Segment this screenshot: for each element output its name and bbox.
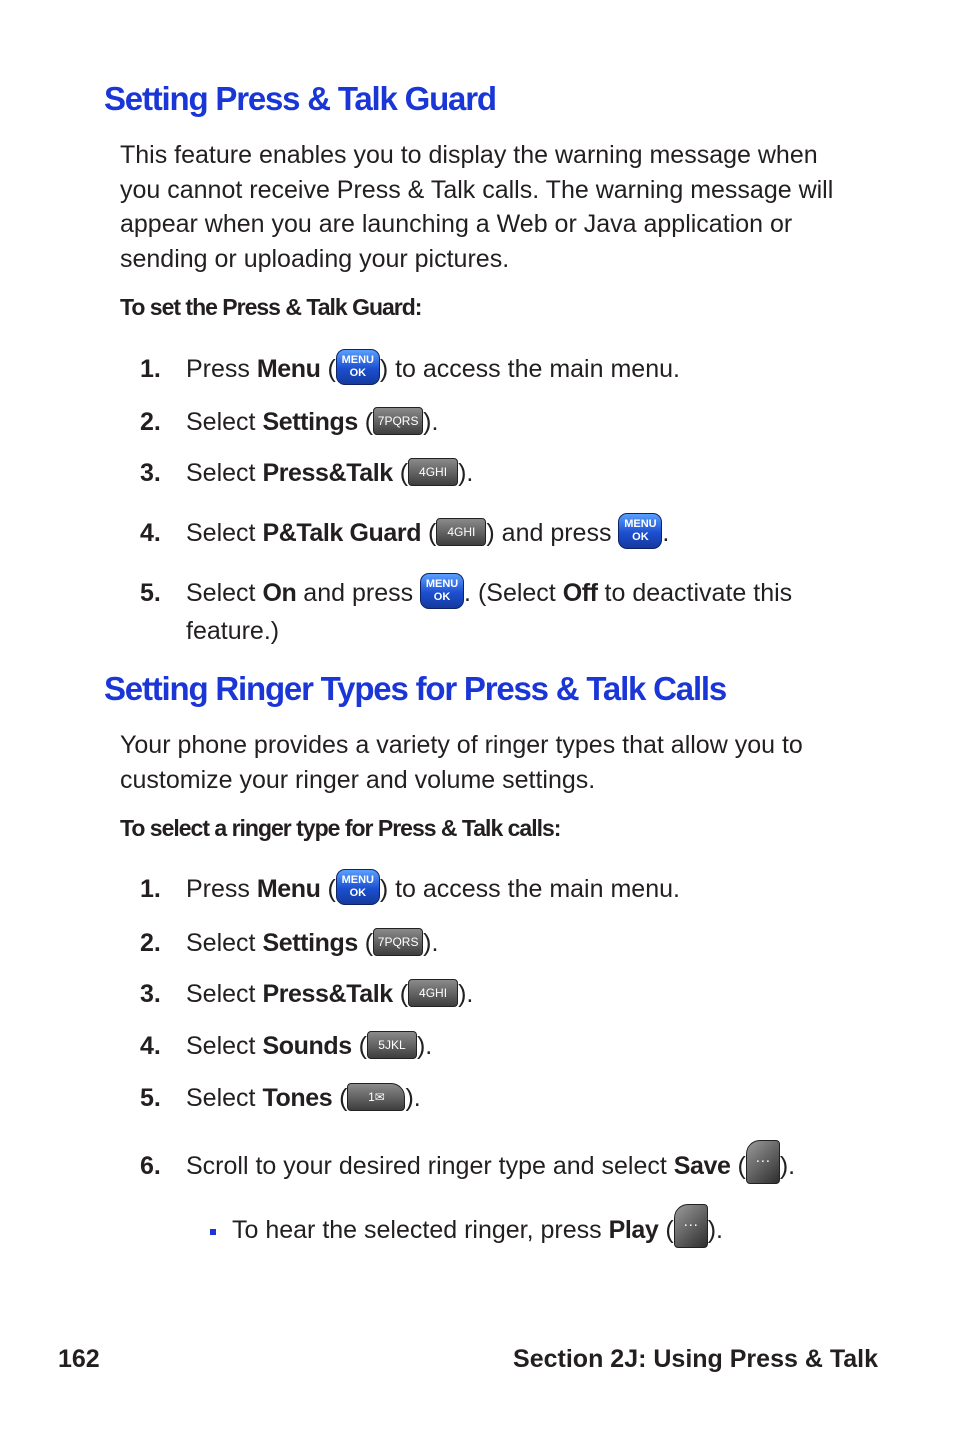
step-number: 3. — [140, 980, 161, 1008]
step-text: Select Press&Talk ( 4GHI ). — [186, 459, 474, 487]
section-paragraph: Your phone provides a variety of ringer types that allow you to customize your ringer and volume settings. — [120, 731, 803, 794]
step-text: Press Menu ( MENU OK ) to access the main menu. — [186, 350, 866, 388]
key-4-icon: 4GHI — [408, 979, 458, 1007]
key-7-icon: 7PQRS — [373, 407, 423, 435]
step-text: Select Settings ( 7PQRS ). — [186, 929, 439, 957]
section-paragraph: This feature enables you to display the warning message when you cannot receive Press & Talk calls. The warning message will appear when you are launching a Web or Java application or sending or uploading your pictures. — [120, 141, 834, 274]
step-number: 1. — [140, 355, 161, 383]
key-5-icon: 5JKL — [367, 1031, 417, 1059]
key-1-icon: 1✉ — [347, 1083, 405, 1111]
softkey-icon: ··· — [746, 1140, 780, 1184]
softkey-icon: ··· — [674, 1204, 708, 1248]
key-7-icon: 7PQRS — [373, 928, 423, 956]
step-text: Press Menu ( MENU OK ) to access the main menu. — [186, 870, 866, 908]
step-number: 3. — [140, 459, 161, 487]
step-number: 4. — [140, 1032, 161, 1060]
step-text: Select On and press MENU OK . (Select Off to deactivate this feature.) — [186, 574, 866, 650]
step-number: 5. — [140, 1084, 161, 1112]
procedure-intro: To set the Press & Talk Guard: — [120, 294, 422, 320]
step-number: 5. — [140, 579, 161, 607]
step-text: Scroll to your desired ringer type and select Save ( ··· ). — [186, 1147, 866, 1185]
step-text: Select P&Talk Guard ( 4GHI ) and press MENU OK . — [186, 514, 866, 552]
section-title-footer: Section 2J: Using Press & Talk — [513, 1345, 878, 1373]
key-4-icon: 4GHI — [436, 518, 486, 546]
step-number: 6. — [140, 1152, 161, 1180]
step-number: 2. — [140, 408, 161, 436]
menu-ok-key-icon: MENU OK — [336, 869, 380, 905]
page-number: 162 — [58, 1345, 100, 1373]
section-heading-ringer-types: Setting Ringer Types for Press & Talk Calls — [104, 670, 727, 707]
step-text: Select Press&Talk ( 4GHI ). — [186, 980, 474, 1008]
bullet-marker — [210, 1229, 216, 1235]
step-number: 1. — [140, 875, 161, 903]
step-text: Select Sounds ( 5JKL ). — [186, 1032, 433, 1060]
step-text: Select Tones ( 1✉ ). — [186, 1084, 421, 1112]
menu-ok-key-icon: MENU OK — [618, 513, 662, 549]
bullet-text: To hear the selected ringer, press Play ( ··· ). — [232, 1211, 912, 1249]
procedure-intro: To select a ringer type for Press & Talk calls: — [120, 815, 561, 841]
section-heading-press-talk-guard: Setting Press & Talk Guard — [104, 80, 496, 117]
step-number: 2. — [140, 929, 161, 957]
menu-ok-key-icon: MENU OK — [420, 573, 464, 609]
menu-ok-key-icon: MENU OK — [336, 349, 380, 385]
step-text: Select Settings ( 7PQRS ). — [186, 408, 439, 436]
key-4-icon: 4GHI — [408, 458, 458, 486]
step-number: 4. — [140, 519, 161, 547]
